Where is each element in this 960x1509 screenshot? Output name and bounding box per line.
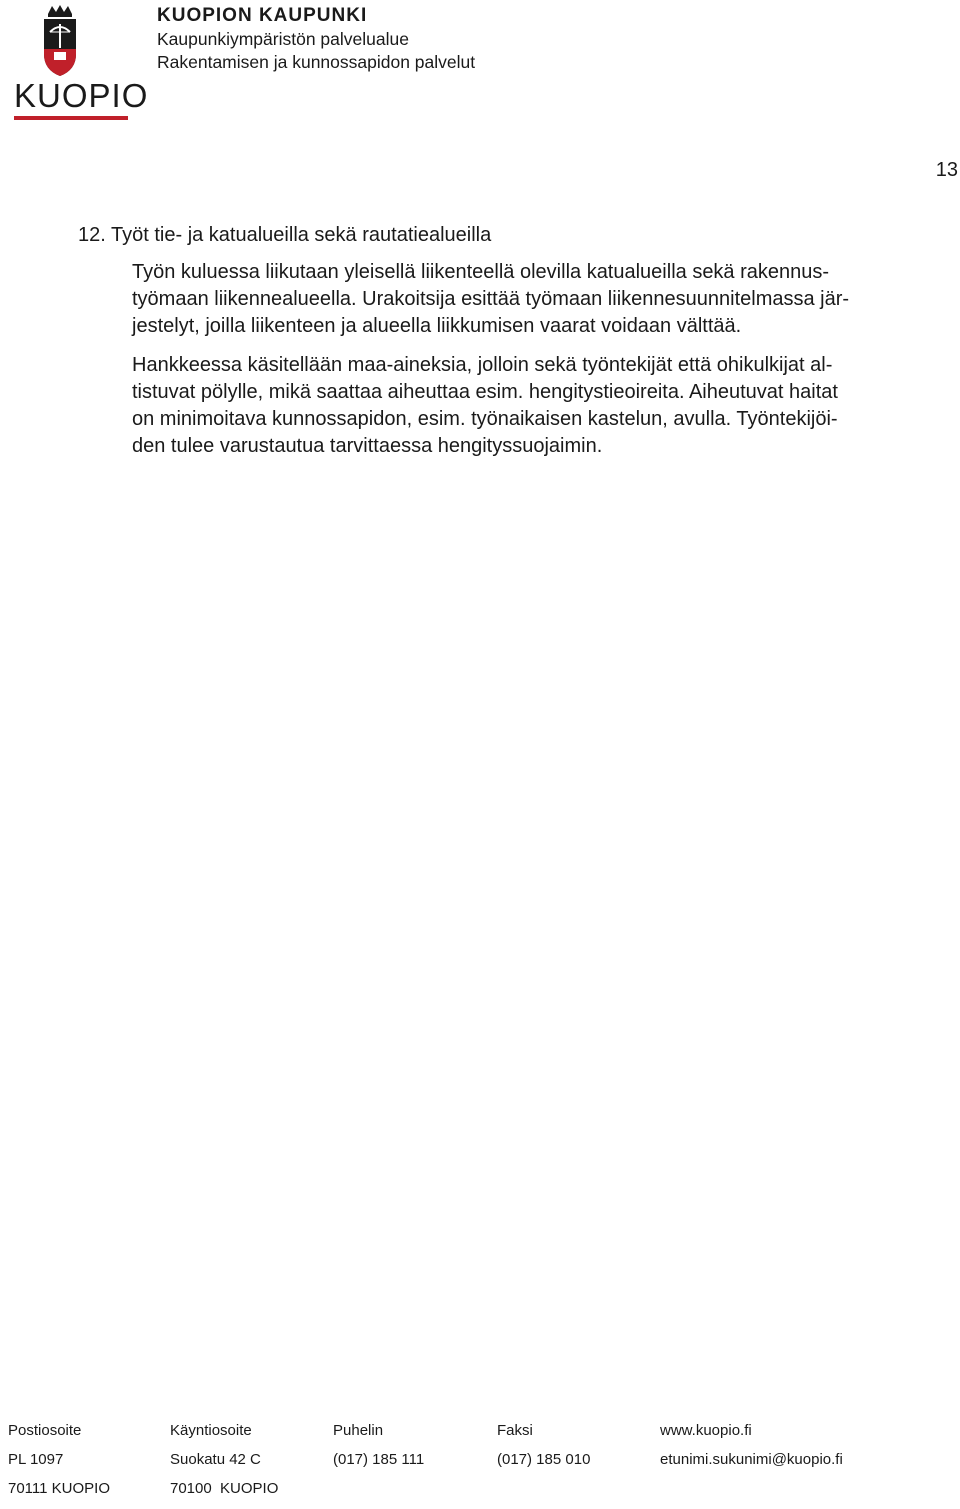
- organization-header: [157, 4, 475, 74]
- paragraph-line: den tulee varustautua tarvittaessa hengityssuojaimin.: [132, 435, 603, 457]
- paragraph-line: on minimoitava kunnossapidon, esim. työnaikaisen kastelun, avulla. Työntekijöi-: [132, 408, 838, 430]
- footer-visit-label: Käyntiosoite: [170, 1422, 252, 1439]
- footer-contact: [0, 1422, 960, 1509]
- paragraph-line: tistuvat pölylle, mikä saattaa aiheuttaa esim. hengitystieoireita. Aiheutuvat haitat: [132, 381, 838, 403]
- footer-row-values: [0, 1451, 960, 1480]
- org-unit: Kaupunkiympäristön palvelualue: [157, 29, 409, 49]
- footer-visit-postcode: 70100 KUOPIO: [170, 1480, 279, 1497]
- footer-row-postcodes: [0, 1480, 960, 1509]
- paragraph-line: työmaan liikennealueella. Urakoitsija esittää työmaan liikennesuunnitelmassa jär-: [132, 288, 850, 310]
- footer-email-link[interactable]: etunimi.sukunimi@kuopio.fi: [660, 1451, 843, 1468]
- footer-website-link[interactable]: www.kuopio.fi: [660, 1422, 752, 1439]
- footer-street-address: Suokatu 42 C: [170, 1451, 261, 1468]
- footer-postal-label: Postiosoite: [8, 1422, 82, 1439]
- footer-postal-box: PL 1097: [8, 1451, 64, 1468]
- footer-row-labels: [0, 1422, 960, 1451]
- paragraph-1: [132, 259, 958, 340]
- footer-postal-code: 70111 KUOPIO: [8, 1480, 110, 1497]
- org-name: KUOPION KAUPUNKI: [157, 5, 368, 26]
- page-number: 13: [935, 159, 958, 181]
- footer-fax-label: Faksi: [497, 1422, 533, 1439]
- paragraph-line: Hankkeessa käsitellään maa-aineksia, jolloin sekä työntekijät että ohikulkijat al-: [132, 354, 833, 376]
- paragraph-line: jestelyt, joilla liikenteen ja alueella liikkumisen vaarat voidaan välttää.: [132, 315, 742, 337]
- logo-wordmark: KUOPIO: [14, 77, 149, 114]
- footer-phone-label: Puhelin: [333, 1422, 384, 1439]
- org-department: Rakentamisen ja kunnossapidon palvelut: [157, 52, 476, 72]
- section-heading: 12. Työt tie- ja katualueilla sekä rautatiealueilla: [78, 224, 492, 246]
- paragraph-2: [132, 352, 958, 460]
- paragraph-line: Työn kuluessa liikutaan yleisellä liikenteellä olevilla katualueilla sekä rakennus-: [132, 261, 830, 283]
- kuopio-coat-of-arms-logo: [8, 4, 149, 128]
- footer-phone-number: (017) 185 111: [333, 1451, 425, 1468]
- footer-fax-number: (017) 185 010: [497, 1451, 591, 1468]
